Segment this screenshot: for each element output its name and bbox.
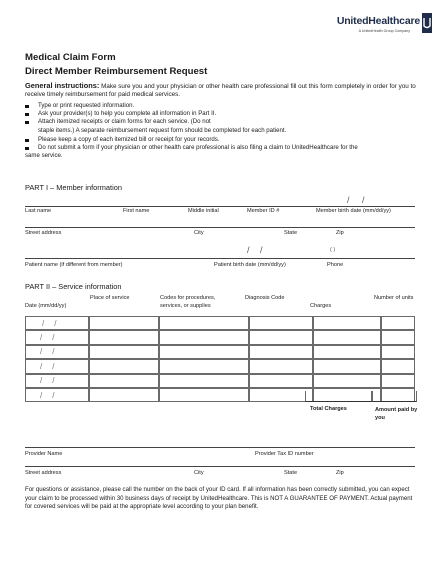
- first-name-label: First name: [123, 208, 150, 214]
- general-instructions: [25, 82, 421, 100]
- last-name-label: Last name: [25, 208, 52, 214]
- table-row: [25, 330, 415, 344]
- general-heading: General instructions:: [25, 81, 100, 90]
- date-cell[interactable]: / /: [25, 359, 89, 373]
- street-address-label: Street address: [25, 230, 62, 236]
- table-row: [25, 359, 415, 373]
- member-name-line[interactable]: [25, 206, 415, 207]
- member-birth-date-label: Member birth date (mm/dd/yy): [316, 208, 391, 214]
- provider-city-label: City: [194, 470, 204, 476]
- provider-tax-id-label: Provider Tax ID number: [255, 451, 314, 457]
- general-intro: Make sure you and your physician or other health care professional fill out this form completely in order for you to receive timely reimbursement for paid medical services.: [25, 83, 416, 99]
- instruction-bullet: Do not submit a form if your physician or other health care professional is also filing a claim to UnitedHealthcare for the: [38, 144, 358, 152]
- date-cell[interactable]: / /: [25, 345, 89, 359]
- instruction-bullet: Ask your provider(s) to help you complete all information in Part II.: [38, 110, 216, 118]
- instruction-bullet-continuation: staple items.) A separate reimbursement request form should be completed for each patient.: [38, 127, 287, 134]
- table-row: [25, 316, 415, 330]
- middle-initial-label: Middle initial: [188, 208, 219, 214]
- date-slash: /: [362, 195, 365, 205]
- provider-state-label: State: [284, 470, 298, 476]
- member-address-line[interactable]: [25, 227, 415, 228]
- date-cell[interactable]: / /: [25, 316, 89, 330]
- phone-label: Phone: [327, 262, 344, 268]
- date-cell[interactable]: / /: [25, 388, 89, 402]
- provider-zip-label: Zip: [336, 470, 344, 476]
- part2-heading: PART II – Service information: [25, 282, 122, 291]
- service-table: [25, 316, 415, 402]
- provider-address-line[interactable]: [25, 466, 415, 467]
- amount-paid-label: Amount paid by you: [375, 407, 418, 421]
- part1-heading: PART I – Member information: [25, 183, 122, 192]
- provider-street-label: Street address: [25, 470, 62, 476]
- phone-area-code: ( ): [330, 247, 336, 253]
- col-charges: Charges: [310, 303, 332, 309]
- instruction-bullet: Type or print requested information.: [38, 102, 134, 110]
- col-place-of-service: Place of service: [90, 295, 130, 301]
- col-date: Date (mm/dd/yy): [25, 303, 67, 309]
- brand-logo-icon: [422, 13, 432, 33]
- date-cell[interactable]: / /: [25, 330, 89, 344]
- amount-paid-box[interactable]: [371, 391, 417, 402]
- member-id-label: Member ID #: [247, 208, 280, 214]
- date-slash: /: [347, 195, 350, 205]
- col-diagnosis-code: Diagnosis Code: [245, 295, 285, 301]
- date-slash: /: [260, 245, 263, 255]
- patient-birth-date-label: Patient birth date (mm/dd/yy): [214, 262, 286, 268]
- total-charges-box[interactable]: [305, 391, 373, 402]
- instruction-bullet: Attach itemized receipts or claim forms for each service. (Do not: [38, 118, 211, 126]
- date-cell[interactable]: / /: [25, 374, 89, 388]
- col-number-of-units: Number of units: [374, 295, 414, 301]
- col-procedure-codes: Codes for procedures, services, or supplies: [160, 295, 216, 309]
- brand-tagline: A UnitedHealth Group Company: [358, 29, 410, 33]
- table-row: [25, 345, 415, 359]
- patient-name-label: Patient name (if different from member): [25, 262, 123, 268]
- state-label: State: [284, 230, 298, 236]
- provider-name-label: Provider Name: [25, 451, 63, 457]
- instruction-tail: same service.: [25, 152, 63, 159]
- footer-note: For questions or assistance, please call the number on the back of your ID card. If all information has been correctly submitted, you can expect your claim to be processed within 30 business days of receipt by UnitedHealthcare. This is NOT A GUARANTEE OF PAYMENT. Actual payment for covered services will be paid at the appropriate level according to your plan benefit.: [25, 486, 413, 510]
- zip-label: Zip: [336, 230, 344, 236]
- provider-line[interactable]: [25, 447, 415, 448]
- total-charges-label: Total Charges: [310, 406, 347, 412]
- city-label: City: [194, 230, 204, 236]
- form-title: Medical Claim Form: [25, 52, 116, 63]
- brand-logo-text: UnitedHealthcare: [336, 15, 420, 27]
- form-subtitle: Direct Member Reimbursement Request: [25, 66, 208, 77]
- instruction-bullet: Please keep a copy of each itemized bill or receipt for your records.: [38, 136, 220, 144]
- date-slash: /: [247, 245, 250, 255]
- table-row: [25, 374, 415, 388]
- patient-line[interactable]: [25, 258, 415, 259]
